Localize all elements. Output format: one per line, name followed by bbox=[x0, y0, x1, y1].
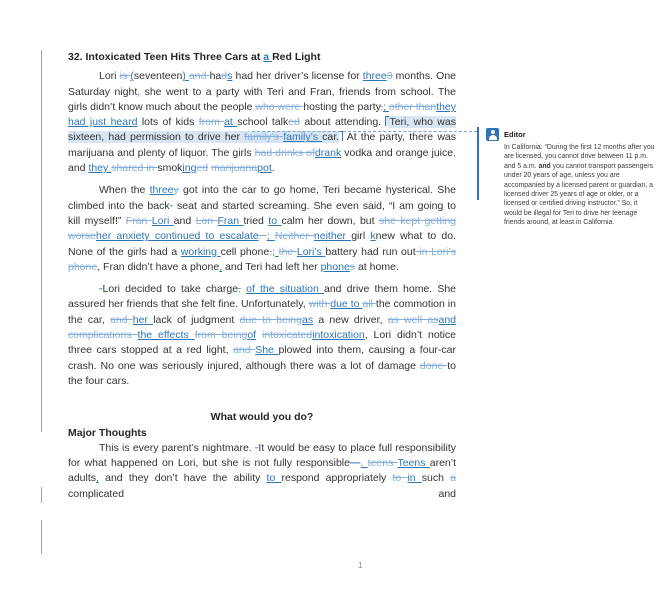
text-run: three bbox=[149, 184, 174, 197]
text-run: It would be easy to place full responsibility for what happened on Lori, but she is not fully responsible bbox=[68, 441, 456, 470]
text-run: months. One Saturday night bbox=[68, 70, 457, 98]
comment-header bbox=[486, 128, 658, 141]
text-run: as bbox=[301, 313, 314, 326]
comment-anchor-line bbox=[477, 127, 479, 200]
paragraph bbox=[68, 441, 456, 502]
text-run: , Lori didn’t notice three cars stopped at a red light, bbox=[68, 329, 457, 357]
text-run: a new driver, bbox=[313, 313, 388, 326]
text-run: you cannot transport passengers under 20 years of age, unless you are accompanied by a licensed parent or guardian, a licensed driver 25 years of age or older, or a licensed or certified driving instructor.” So, it would be illegal for Teri to drive her teenage friends around, at least in California. bbox=[504, 162, 654, 227]
text-run: and drive them home. She assured her friends that she felt fine. Unfortunately, bbox=[68, 283, 457, 311]
text-run: intoxication bbox=[312, 329, 365, 342]
text-run: had her driver’s license for bbox=[232, 70, 363, 83]
text-run: had drinks of bbox=[254, 146, 315, 159]
text-run: This is every parent’s nightmare. bbox=[99, 441, 255, 454]
text-run: s bbox=[349, 260, 356, 273]
text-run: to bbox=[266, 472, 282, 485]
text-run: and bbox=[188, 70, 210, 83]
text-run: and they don’t have the ability bbox=[98, 472, 267, 485]
text-run: complicated and bbox=[68, 487, 456, 500]
text-run: got into the car to go home, Teri became hysterical. She climbed into the back bbox=[68, 184, 456, 212]
text-run: and bbox=[68, 162, 89, 175]
text-run: pot bbox=[257, 162, 272, 175]
text-run: cell phone bbox=[220, 245, 270, 258]
text-run: and bbox=[538, 162, 551, 170]
comment-author: Editor bbox=[504, 130, 526, 139]
text-run: due to being bbox=[239, 313, 302, 326]
tracked-change-bar bbox=[41, 50, 42, 432]
page-number: 1 bbox=[358, 561, 363, 570]
text-run: her anxiety continued to escalate bbox=[96, 230, 259, 243]
text-run: She bbox=[255, 344, 279, 357]
text-run: in bbox=[407, 472, 422, 485]
text-run: with bbox=[308, 298, 331, 311]
text-run: seventeen bbox=[133, 70, 183, 83]
text-run: marijuana bbox=[211, 162, 258, 175]
text-run: working bbox=[180, 245, 221, 258]
text-run: neither bbox=[313, 230, 352, 243]
major-thoughts-heading: Major Thoughts bbox=[68, 426, 147, 439]
prompt-heading: What would you do? bbox=[210, 411, 314, 424]
text-run: phone bbox=[320, 260, 350, 273]
text-run: - bbox=[254, 441, 259, 454]
text-run: teens bbox=[367, 457, 398, 470]
text-run: and bbox=[233, 344, 256, 357]
text-run: and bbox=[110, 313, 133, 326]
text-run: Fran bbox=[125, 214, 152, 227]
text-run: aren’t adults bbox=[68, 457, 456, 485]
text-run: such bbox=[421, 472, 451, 485]
text-run: about attending. bbox=[299, 116, 386, 129]
text-run: lack of judgment bbox=[153, 313, 240, 326]
text-run: ing bbox=[182, 162, 197, 175]
text-run: Teens bbox=[397, 457, 430, 470]
text-run: , bbox=[453, 146, 457, 159]
comment-connector-line bbox=[252, 131, 477, 132]
text-run: , bbox=[238, 283, 241, 296]
text-run: Teri, who was sixteen, had permission to drive her bbox=[68, 116, 456, 144]
text-run: calm her down, but bbox=[281, 214, 379, 227]
text-run: , bbox=[219, 260, 223, 273]
text-run: In California: “During the first 12 months after you are licensed, you cannot drive between 11 p.m. and 5 a.m. bbox=[504, 144, 655, 170]
text-run: who were bbox=[255, 100, 304, 113]
text-run: intoxicated bbox=[262, 329, 313, 342]
text-run: ; bbox=[272, 245, 279, 258]
text-run: a bbox=[263, 51, 273, 63]
text-run: ; bbox=[266, 230, 275, 243]
text-run: the bbox=[278, 245, 297, 258]
text-run: from being bbox=[194, 329, 248, 342]
text-run: . bbox=[258, 230, 267, 243]
text-run: ) bbox=[182, 70, 189, 83]
text-run: the commotion in the car, bbox=[68, 298, 456, 326]
text-run: Neither bbox=[274, 230, 314, 243]
section-title bbox=[68, 50, 456, 65]
text-run: Red Light bbox=[272, 51, 321, 63]
text-run: ; bbox=[383, 100, 389, 113]
text-run: is bbox=[119, 70, 131, 83]
text-run: smok bbox=[157, 162, 183, 175]
person-icon bbox=[486, 128, 499, 141]
text-run: family’s bbox=[244, 131, 284, 144]
text-run: Lori’s bbox=[296, 245, 326, 258]
text-run: , Fran didn’t have a phone bbox=[97, 260, 220, 273]
text-run: ha bbox=[209, 70, 222, 83]
text-run: s bbox=[227, 70, 233, 83]
text-run: she kept getting worse bbox=[68, 214, 457, 243]
comment-card[interactable] bbox=[486, 128, 658, 228]
paragraph bbox=[68, 183, 456, 275]
text-run: — bbox=[349, 457, 361, 470]
text-run: 3 bbox=[386, 70, 393, 83]
text-run: other than bbox=[388, 100, 437, 113]
text-run: vodka and orange juice bbox=[341, 146, 454, 159]
text-run: at home. bbox=[355, 260, 399, 273]
text-run: from bbox=[198, 116, 225, 129]
text-run: ed bbox=[196, 162, 209, 175]
text-run: three bbox=[362, 70, 387, 83]
text-run: and bbox=[173, 214, 196, 227]
text-run: Lori bbox=[151, 214, 174, 227]
text-run: Lori decided to take charge bbox=[102, 283, 239, 296]
text-run: hosting the party bbox=[303, 100, 381, 113]
text-run: battery had run out bbox=[325, 245, 416, 258]
text-run: complications bbox=[68, 329, 138, 342]
text-run: to the four cars. bbox=[68, 359, 456, 387]
text-run: . bbox=[271, 162, 275, 175]
text-run: - bbox=[169, 199, 174, 212]
text-run: ( bbox=[130, 70, 134, 83]
text-run: , bbox=[269, 245, 273, 258]
text-run: drank bbox=[314, 146, 342, 159]
paragraph bbox=[68, 282, 456, 389]
text-run: . bbox=[360, 457, 368, 470]
text-run: she went to a party with Teri and Fran, friends from school. The girls didn’t know much about the people bbox=[68, 85, 456, 113]
text-run: they bbox=[88, 162, 112, 175]
text-run: a bbox=[450, 472, 456, 485]
text-run: and bbox=[438, 313, 457, 326]
text-run: At the party, there was marijuana and plenty of liquor. The girls bbox=[68, 131, 456, 159]
text-run: all bbox=[362, 298, 376, 311]
comment-body bbox=[504, 143, 656, 228]
text-run: the effects bbox=[137, 329, 195, 342]
document-body bbox=[68, 50, 456, 509]
text-run: they had just heard bbox=[68, 100, 457, 129]
text-run: plowed into them, causing a four-car crash. No one was seriously injured, although there was a lot of damage bbox=[68, 344, 456, 372]
text-run: , bbox=[96, 472, 99, 485]
text-run: girl bbox=[351, 230, 371, 243]
text-run: due to bbox=[330, 298, 363, 311]
text-run: Lori bbox=[195, 214, 218, 227]
text-run: at bbox=[224, 116, 238, 129]
text-run: car. bbox=[322, 131, 340, 144]
text-run: as well as bbox=[387, 313, 439, 326]
text-run: d bbox=[221, 70, 228, 83]
text-run: done bbox=[419, 359, 448, 372]
text-run: her bbox=[132, 313, 154, 326]
text-run: in Lori’s phone bbox=[68, 245, 456, 273]
text-run: 32. Intoxicated Teen Hits Three Cars at bbox=[68, 51, 264, 63]
text-run: new what to do. None of the girls had a bbox=[68, 230, 456, 258]
text-run: y bbox=[173, 184, 179, 197]
text-run: - bbox=[99, 283, 103, 296]
text-run: shared in bbox=[111, 162, 158, 175]
text-run: tried bbox=[243, 214, 269, 227]
text-run: respond appropriately bbox=[281, 472, 393, 485]
tracked-change-bar bbox=[41, 520, 42, 554]
text-run: lots of kids bbox=[137, 116, 199, 129]
text-run: When the bbox=[99, 184, 150, 197]
text-run: to bbox=[392, 472, 408, 485]
text-run: seat and started screaming. She even said, “I am going to kill myself!” bbox=[68, 199, 456, 227]
text-run: Lori bbox=[99, 70, 120, 83]
text-run: , bbox=[137, 85, 141, 98]
text-run: school talk bbox=[237, 116, 289, 129]
text-run: to bbox=[268, 214, 282, 227]
tracked-change-bar bbox=[41, 487, 42, 503]
text-run: and Teri had left her bbox=[222, 260, 321, 273]
text-run: of bbox=[247, 329, 257, 342]
text-run: , bbox=[380, 100, 384, 113]
text-run: family’s bbox=[283, 131, 323, 144]
text-run: Fran bbox=[217, 214, 244, 227]
text-run: of the situation bbox=[246, 283, 324, 296]
text-run: ed bbox=[288, 116, 300, 129]
text-run: k bbox=[370, 230, 376, 243]
paragraph bbox=[68, 69, 456, 176]
